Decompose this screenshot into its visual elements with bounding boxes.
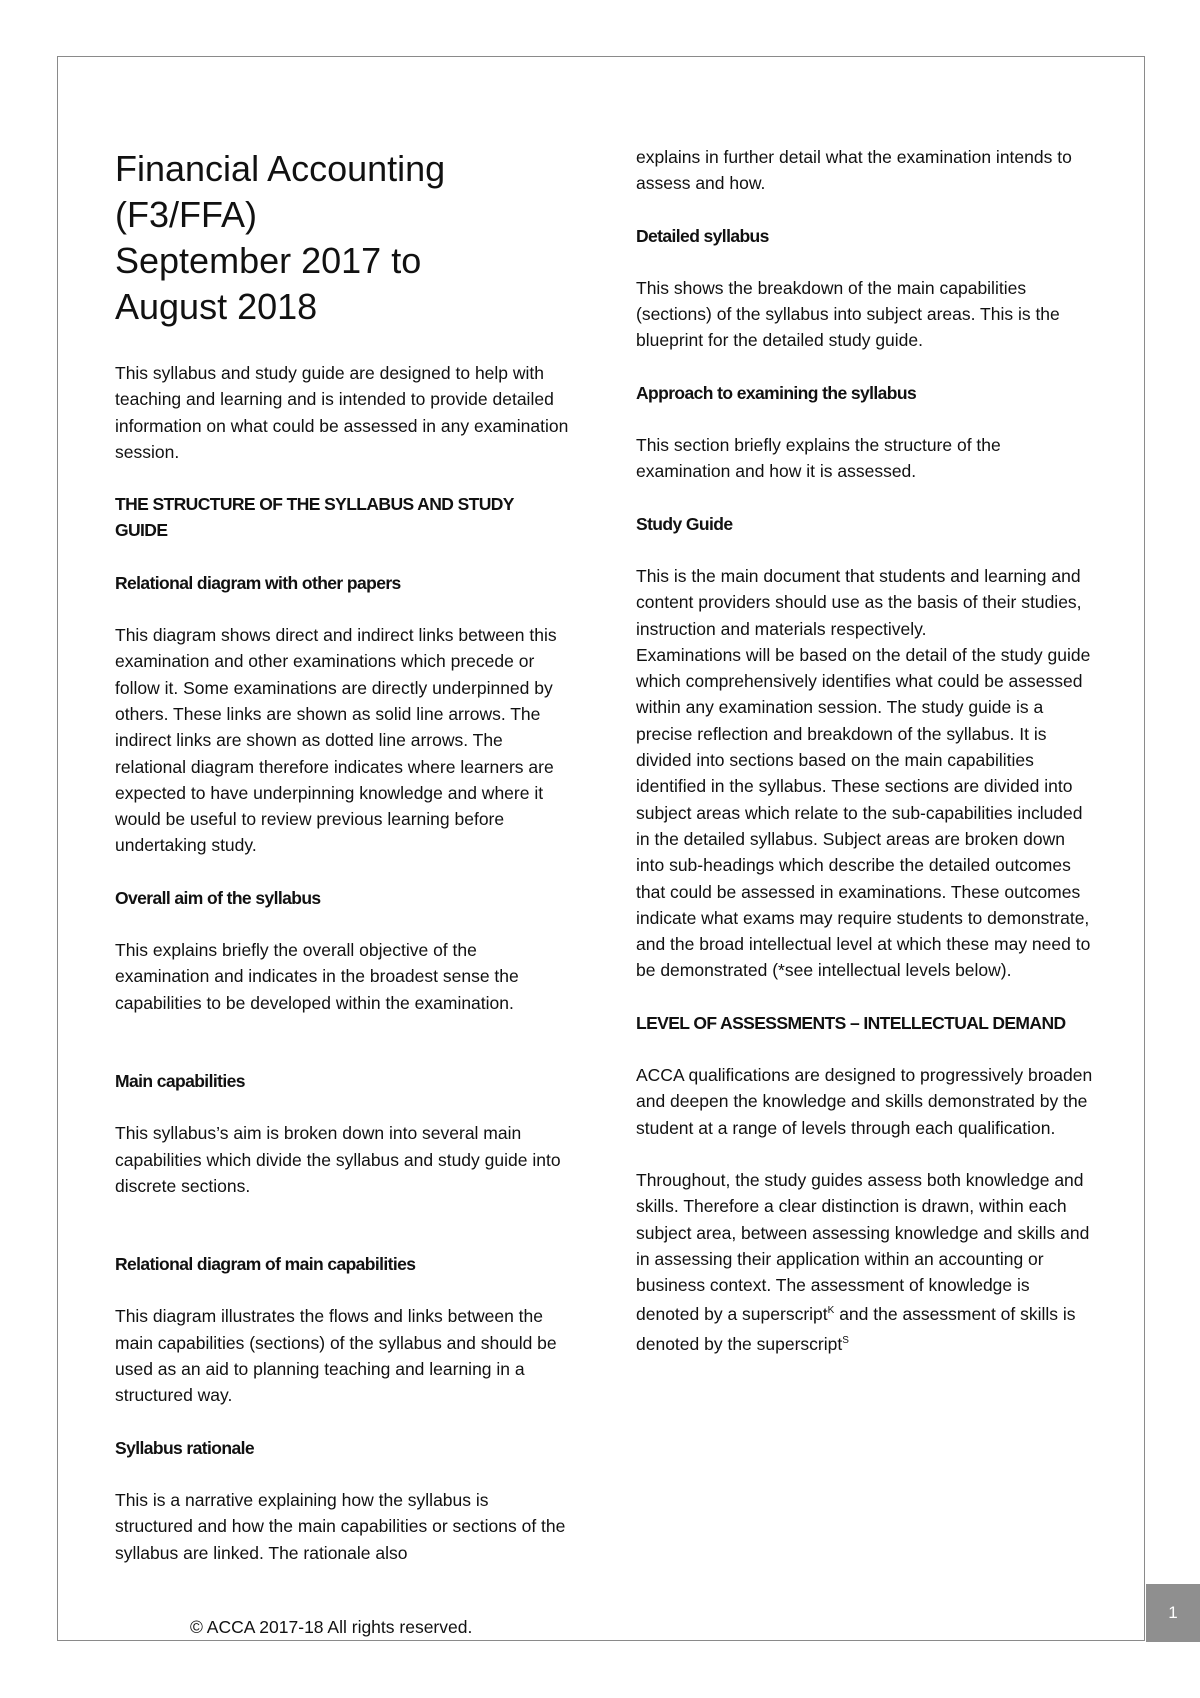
relational-heading: Relational diagram with other papers [115, 572, 401, 593]
relational-paragraph: This diagram shows direct and indirect links between this examination and other examinations which precede or follow it. Some examinations are directly underpinned by others. These links are shown as solid line arrows. The indirect links are shown as dotted line arrows. The relational diagram therefore indicates where learners are expected to have underpinning knowledge and where it would be useful to review previous learning before undertaking study. [115, 625, 557, 856]
intro-paragraph: This syllabus and study guide are designed to help with teaching and learning and is intended to provide detailed information on what could be assessed in any examination session. [115, 363, 569, 462]
superscript-s: S [842, 1334, 849, 1346]
guide-paragraph-2: Examinations will be based on the detail of the study guide which comprehensively identifies what could be assessed within any examination session. The study guide is a precise reflection and breakdown of the syllabus. It is divided into sections based on the main capabilities identified in the syllabus. These sections are divided into subject areas which relate to the sub-capabilities included in the detailed syllabus. Subject areas are broken down into sub-headings which describe the detailed outcomes that could be assessed in examinations. These outcomes indicate what exams may require students to demonstrate, and the broad intellectual level at which these may need to be demonstrated (*see intellectual levels below). [636, 644, 1091, 981]
page-number: 1 [1146, 1584, 1200, 1642]
guide-paragraph-1: This is the main document that students and learning and content providers should use as the basis of their studies, instruction and materials respectively. [636, 565, 1082, 639]
title-line: August 2018 [115, 286, 318, 327]
left-column [115, 140, 570, 1566]
guide-heading: Study Guide [636, 513, 733, 534]
aim-paragraph: This explains briefly the overall objective of the examination and indicates in the broadest sense the capabilities to be developed within the examination. [115, 940, 519, 1013]
approach-paragraph: This section briefly explains the structure of the examination and how it is assessed. [636, 435, 1001, 482]
copyright-footer: © ACCA 2017-18 All rights reserved. [190, 1617, 473, 1637]
right-column [636, 144, 1096, 1357]
level-paragraph-1: ACCA qualifications are designed to progressively broaden and deepen the knowledge and skills demonstrated by the student at a range of levels through each qualification. [636, 1065, 1093, 1138]
structure-heading: THE STRUCTURE OF THE SYLLABUS AND STUDY GUIDE [115, 494, 514, 541]
superscript-k: K [827, 1305, 835, 1317]
document-title [115, 146, 570, 330]
detailed-heading: Detailed syllabus [636, 225, 769, 246]
rationale-paragraph: This is a narrative explaining how the syllabus is structured and how the main capabilities or sections of the syllabus are linked. The rationale also [115, 1489, 566, 1563]
rel-capabilities-heading: Relational diagram of main capabilities [115, 1254, 416, 1275]
title-line: Financial Accounting [115, 148, 446, 189]
rel-capabilities-paragraph: This diagram illustrates the flows and links between the main capabilities (sections) of the syllabus and should be used as an aid to planning teaching and learning in a structured way. [115, 1306, 557, 1406]
title-line: (F3/FFA) [115, 194, 257, 235]
approach-heading: Approach to examining the syllabus [636, 382, 917, 403]
level-text-a: Throughout, the study guides assess both knowledge and skills. Therefore a clear distinction is drawn, within each subject area, between assessing knowledge and skills and in assessing their application within an accounting or business context. The assessment of knowledge is denoted by a superscript [636, 1169, 1090, 1325]
title-line: September 2017 to [115, 240, 422, 281]
detailed-paragraph: This shows the breakdown of the main capabilities (sections) of the syllabus into subject areas. This is the blueprint for the detailed study guide. [636, 277, 1060, 351]
rationale-continued: explains in further detail what the examination intends to assess and how. [636, 147, 1072, 194]
capabilities-heading: Main capabilities [115, 1070, 245, 1091]
level-heading: LEVEL OF ASSESSMENTS – INTELLECTUAL DEMAND [636, 1012, 1066, 1033]
level-paragraph-2 [636, 1167, 1096, 1357]
rationale-heading: Syllabus rationale [115, 1437, 254, 1458]
aim-heading: Overall aim of the syllabus [115, 887, 321, 908]
capabilities-paragraph: This syllabus’s aim is broken down into several main capabilities which divide the syllabus and study guide into discrete sections. [115, 1123, 561, 1196]
level-text-b: and the assessment of skills is denoted by the superscript [636, 1304, 1076, 1354]
